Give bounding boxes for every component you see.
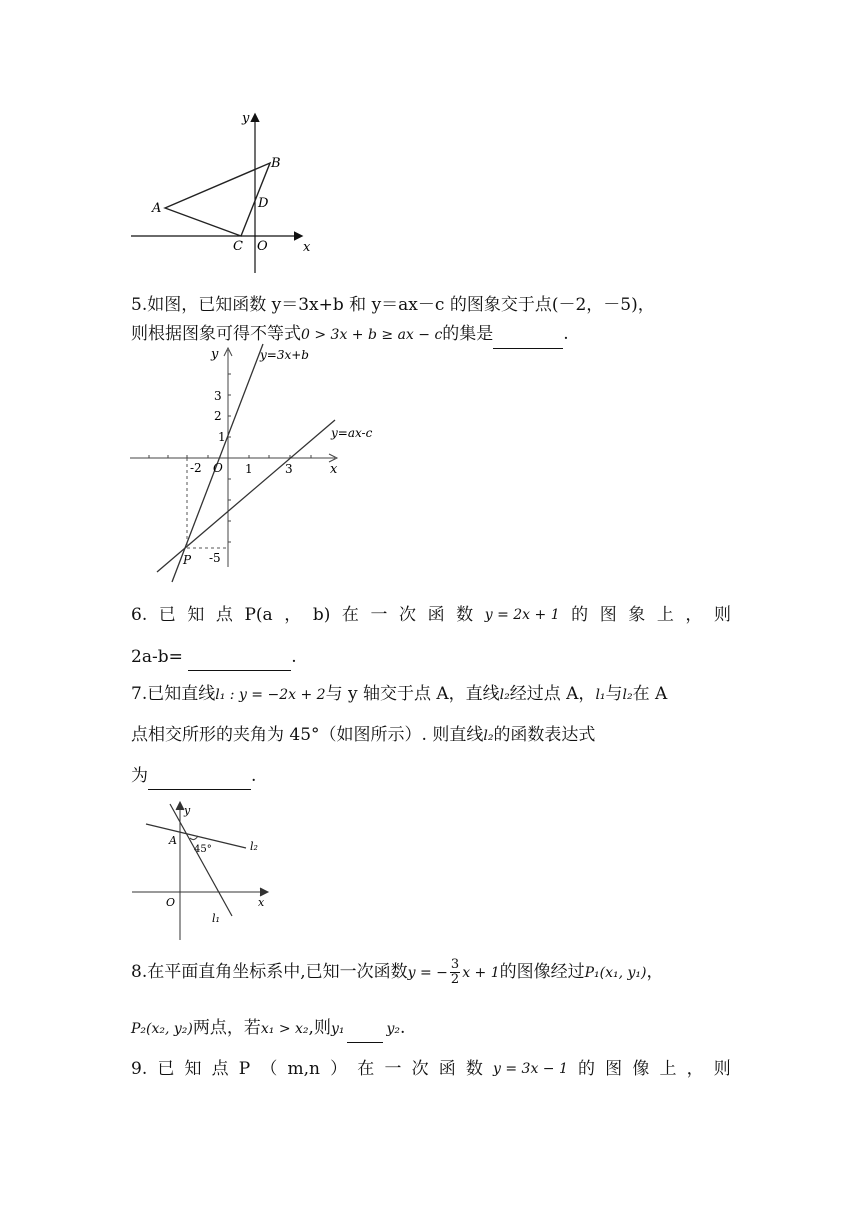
line2-label: y=ax-c xyxy=(331,426,373,440)
q6-word: 的 xyxy=(571,605,589,625)
q6-word: 知 xyxy=(187,605,205,625)
q9-word: y = 3x − 1 xyxy=(493,1061,568,1077)
q6-word: y = 2x + 1 xyxy=(484,607,560,623)
q6-word: ， xyxy=(284,605,302,625)
q9-word: 次 xyxy=(411,1059,429,1079)
q6-word: ， xyxy=(685,605,703,625)
tick-xm2: -2 xyxy=(190,461,202,475)
question-7-line3 xyxy=(131,762,731,790)
question-8-line2 xyxy=(131,1014,731,1043)
q9-word: 已 xyxy=(157,1059,175,1079)
q6-word: 在 xyxy=(341,605,359,625)
axis-x-label: x xyxy=(330,462,338,477)
q9-word: 一 xyxy=(384,1059,402,1079)
q8-point-p1: P₁(x₁, y₁) xyxy=(584,965,647,981)
point-p-label: P xyxy=(183,553,192,567)
tick-y3: 3 xyxy=(214,389,222,403)
q7-text-line2a: 点相交所形的夹角为 45°（如图所示）. 则直线 xyxy=(131,725,484,745)
q7-text-e: 在 A xyxy=(632,684,668,704)
triangle-abc xyxy=(165,163,270,236)
q8-end: . xyxy=(400,1018,406,1038)
figure-45-degree xyxy=(128,798,278,946)
q9-word: （ xyxy=(260,1059,278,1079)
q9-word: 函 xyxy=(438,1059,456,1079)
label-l2: l₂ xyxy=(250,840,258,853)
q8-y1: y₁ xyxy=(330,1021,345,1037)
label-l1: l₁ xyxy=(212,912,220,925)
axis-y-label: y xyxy=(211,347,219,362)
label-y: y xyxy=(242,111,250,126)
q9-word: 数 xyxy=(465,1059,483,1079)
question-5-line1: 5.如图，已知函数 y＝3x+b 和 y＝ax－c 的图象交于点(－2，－5)， xyxy=(131,295,655,315)
figure-triangle xyxy=(125,105,325,280)
q7-end: . xyxy=(251,766,257,786)
label-45: 45° xyxy=(194,844,212,855)
q8-point-p2: P₂(x₂, y₂) xyxy=(131,1021,193,1037)
q9-word: 的 xyxy=(578,1059,596,1079)
q9-word: 图 xyxy=(605,1059,623,1079)
q9-word: ， xyxy=(686,1059,704,1079)
q7-l1-short: l₁ xyxy=(595,687,606,703)
q9-word: P xyxy=(238,1059,251,1079)
q7-l2-short: l₂ xyxy=(622,687,633,703)
q6-word: 上 xyxy=(656,605,674,625)
q6-word: 象 xyxy=(628,605,646,625)
label-c: C xyxy=(233,239,243,254)
q9-word: m,n xyxy=(287,1059,321,1079)
q6-word: 则 xyxy=(713,605,731,625)
q7-text-line3: 为 xyxy=(131,766,148,786)
q8-func-lhs: y = − xyxy=(407,965,448,981)
label-a: A xyxy=(152,201,162,216)
q7-line2-l2: l₂ xyxy=(483,728,494,744)
label-x: x xyxy=(258,896,265,909)
question-6-line2 xyxy=(131,643,731,671)
tick-ym5: -5 xyxy=(209,551,221,565)
line-ax-minus-c xyxy=(157,420,335,572)
q9-word: ） xyxy=(330,1059,348,1079)
question-7-line2 xyxy=(131,721,731,750)
q6-answer-blank[interactable] xyxy=(188,652,291,671)
q7-text-d: 与 xyxy=(605,684,623,704)
q8-text-line2a: 两点，若 xyxy=(192,1018,261,1038)
tick-x1: 1 xyxy=(245,462,253,476)
q7-l2: l₂ xyxy=(499,687,510,703)
question-7-line1 xyxy=(131,680,731,709)
q9-word: 上 xyxy=(659,1059,677,1079)
line1-label: y=3x+b xyxy=(260,348,309,362)
q9-word: 9. xyxy=(131,1059,148,1079)
q8-text-b: 的图像经过 xyxy=(499,962,585,982)
q9-word: 在 xyxy=(357,1059,375,1079)
line-l1 xyxy=(170,804,232,916)
q7-text-a: 7.已知直线 xyxy=(131,684,216,704)
q8-text-a: 8.在平面直角坐标系中,已知一次函数 xyxy=(131,962,408,982)
q7-text-line2b: 的函数表达式 xyxy=(493,725,596,745)
q6-word: 已 xyxy=(158,605,176,625)
q6-word: 数 xyxy=(456,605,474,625)
q9-word: 像 xyxy=(632,1059,650,1079)
label-o: O xyxy=(166,896,176,909)
figure-two-lines xyxy=(125,342,385,587)
q7-text-b: 与 y 轴交于点 A，直线 xyxy=(325,684,500,704)
question-8-line1 xyxy=(131,958,731,987)
q6-word: 一 xyxy=(370,605,388,625)
q7-text-c: 经过点 A， xyxy=(509,684,596,704)
label-a: A xyxy=(169,834,177,847)
q9-word: 知 xyxy=(184,1059,202,1079)
q6-word: P(a xyxy=(244,605,273,625)
q6-word: 图 xyxy=(599,605,617,625)
q6-word: b) xyxy=(312,605,331,625)
label-b: B xyxy=(271,156,281,171)
q8-y2: y₂ xyxy=(386,1021,401,1037)
q8-frac-den: 2 xyxy=(450,972,460,987)
tick-y1: 1 xyxy=(218,430,226,444)
label-d: D xyxy=(258,196,269,211)
q9-word: 则 xyxy=(713,1059,731,1079)
q5-suffix: 的集是 xyxy=(442,324,494,344)
q8-frac-num: 3 xyxy=(450,957,460,972)
label-o: O xyxy=(257,239,268,254)
q5-inequality: 0 > 3x + b ≥ ax − c xyxy=(301,327,443,343)
q6-word: 函 xyxy=(427,605,445,625)
q6-word: 点 xyxy=(215,605,233,625)
q8-condition: x₁ > x₂ xyxy=(260,1021,309,1037)
q6-prefix: 2a-b= xyxy=(131,647,183,667)
q8-func-rhs: x + 1 xyxy=(462,965,500,981)
q9-word: 点 xyxy=(211,1059,229,1079)
q7-l1-definition: l₁ : y = −2x + 2 xyxy=(215,687,326,703)
q5-answer-blank[interactable] xyxy=(493,330,563,349)
q6-word: 6. xyxy=(131,605,148,625)
q5-end: . xyxy=(563,324,569,344)
q8-text-line2b: ,则 xyxy=(308,1018,331,1038)
tick-origin: O xyxy=(213,461,223,475)
label-y: y xyxy=(184,804,191,817)
q6-end: . xyxy=(291,647,297,667)
question-9-line1 xyxy=(131,1055,731,1083)
q8-answer-blank[interactable] xyxy=(347,1024,383,1043)
label-x: x xyxy=(303,240,311,255)
q8-fraction xyxy=(450,958,460,987)
tick-x3: 3 xyxy=(285,462,293,476)
question-6-line1 xyxy=(131,601,731,629)
q5-prefix: 则根据图象可得不等式 xyxy=(131,324,301,344)
q6-word: 次 xyxy=(399,605,417,625)
q8-comma: ， xyxy=(646,962,664,982)
q7-answer-blank[interactable] xyxy=(148,771,251,790)
tick-y2: 2 xyxy=(214,409,222,423)
